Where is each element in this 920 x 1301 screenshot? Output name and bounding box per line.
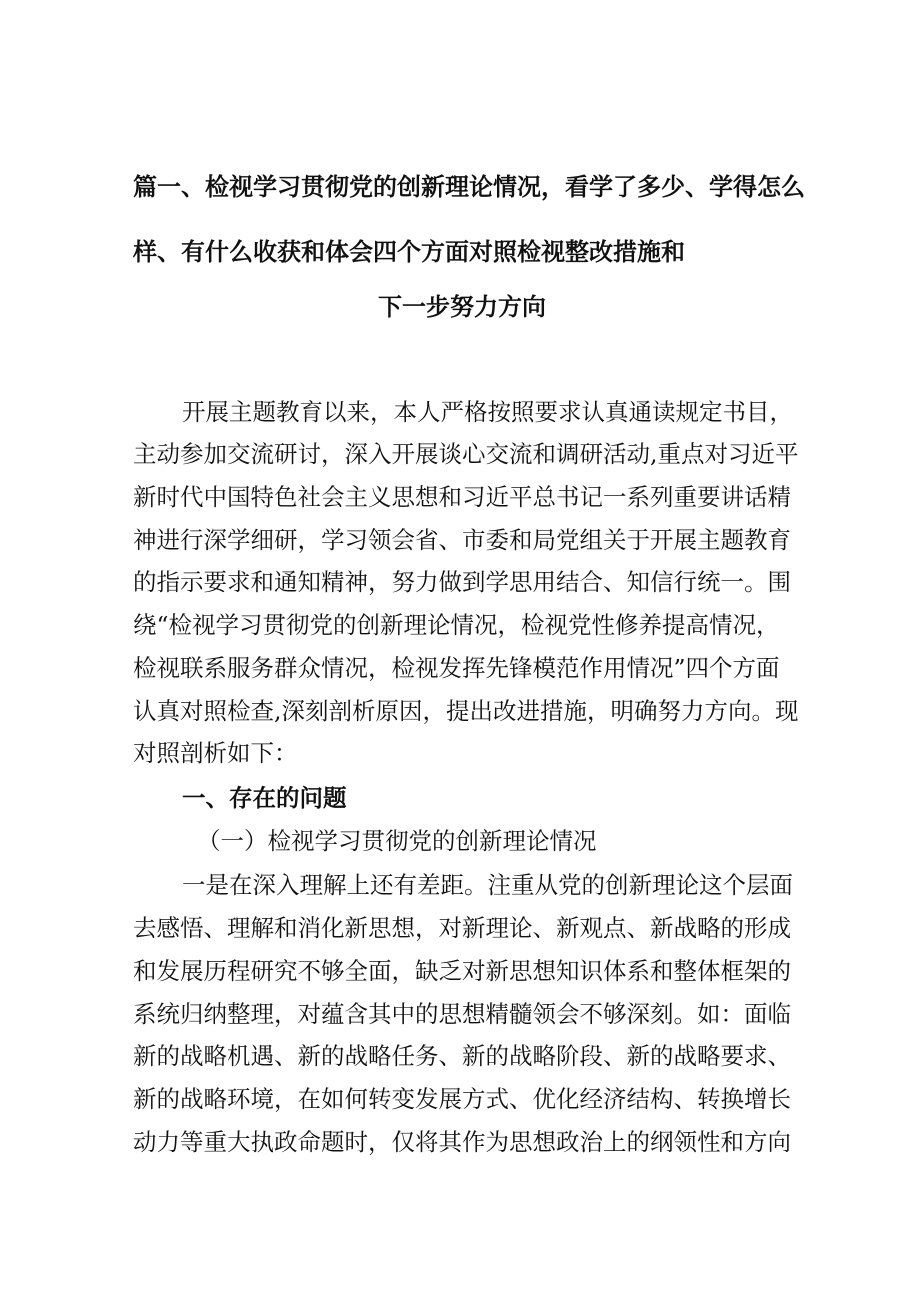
paragraph-1-line-3: 新时代中国特色社会主义思想和习近平总书记一系列重要讲话精: [133, 483, 791, 511]
paragraph-1-line-4: 神进行深学细研，学习领会省、市委和局党组关于开展主题教育: [133, 526, 791, 554]
paragraph-1-line-9: 对照剖析如下：: [133, 739, 298, 767]
paragraph-1-line-5: 的指示要求和通知精神，努力做到学思用结合、知信行统一。围: [133, 568, 791, 596]
document-title-line-1: 篇一、检视学习贯彻党的创新理论情况，看学了多少、学得怎么: [133, 172, 805, 201]
paragraph-1-line-8: 认真对照检查,深刻剖析原因，提出改进措施，明确努力方向。现: [133, 697, 799, 725]
paragraph-2-line-5: 新的战略机遇、新的战略任务、新的战略阶段、新的战略要求、: [133, 1042, 791, 1070]
document-title-line-3: 下一步努力方向: [378, 292, 546, 321]
paragraph-2-line-2: 去感悟、理解和消化新思想，对新理论、新观点、新战略的形成: [133, 914, 791, 942]
paragraph-1-line-1: 开展主题教育以来，本人严格按照要求认真通读规定书目，: [182, 398, 793, 426]
paragraph-2-line-7: 动力等重大执政命题时，仅将其作为思想政治上的纲领性和方向: [133, 1128, 791, 1156]
paragraph-1-line-2: 主动参加交流研讨，深入开展谈心交流和调研活动,重点对习近平: [133, 440, 799, 468]
paragraph-1-line-6: 绕“检视学习贯彻党的创新理论情况，检视党性修养提高情况，: [133, 611, 780, 639]
document-title-line-2: 样、有什么收获和体会四个方面对照检视整改措施和: [133, 237, 685, 266]
section-heading: 一、存在的问题: [182, 784, 347, 812]
paragraph-2-line-1: 一是在深入理解上还有差距。注重从党的创新理论这个层面: [182, 871, 793, 899]
paragraph-2-line-3: 和发展历程研究不够全面，缺乏对新思想知识体系和整体框架的: [133, 957, 791, 985]
paragraph-2-line-4: 系统归纳整理，对蕴含其中的思想精髓领会不够深刻。如：面临: [133, 1000, 791, 1028]
subsection-heading: （一）检视学习贯彻党的创新理论情况: [197, 827, 597, 855]
paragraph-2-line-6: 新的战略环境，在如何转变发展方式、优化经济结构、转换增长: [133, 1085, 791, 1113]
paragraph-1-line-7: 检视联系服务群众情况，检视发挥先锋模范作用情况”四个方面: [133, 654, 780, 682]
